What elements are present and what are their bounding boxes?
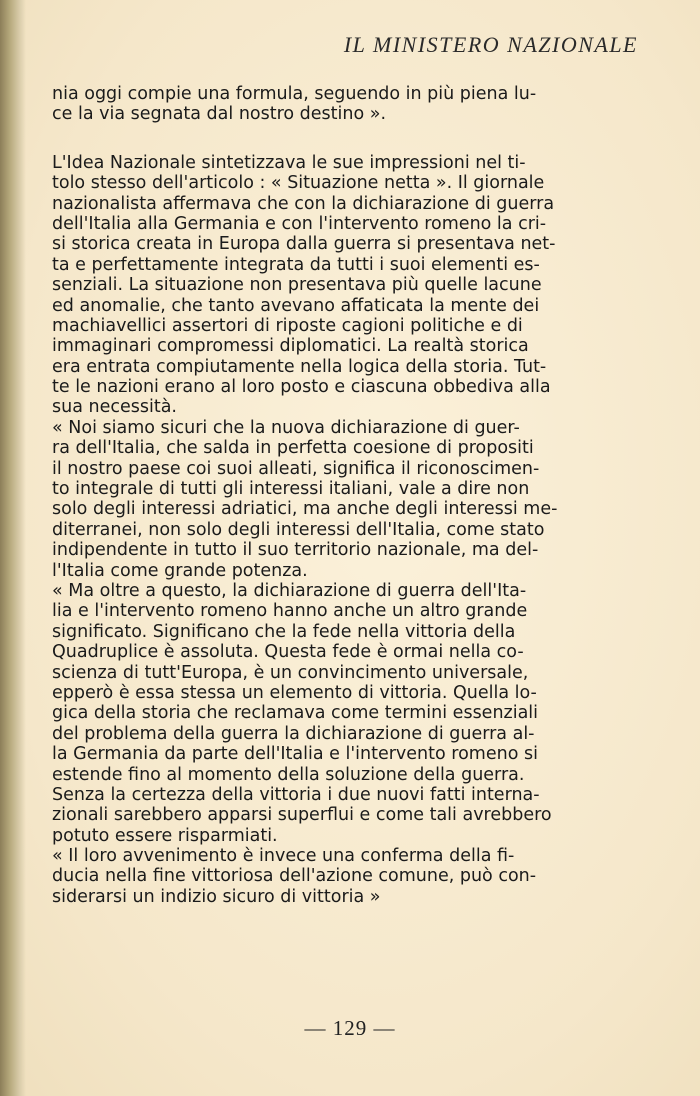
page-number: — 129 — <box>304 1016 396 1040</box>
text-line: l'Italia come grande potenza. <box>52 560 308 581</box>
text-line: il nostro paese coi suoi alleati, significa il riconoscimen- <box>52 458 540 479</box>
text-line: Senza la certezza della vittoria i due nuovi fatti interna- <box>52 784 540 805</box>
text-line: tolo stesso dell'articolo : « Situazione netta ». Il giornale <box>52 173 545 194</box>
text-line: immaginari compromessi diplomatici. La realtà storica <box>52 336 529 357</box>
text-line: lia e l'intervento romeno hanno anche un altro grande <box>52 601 528 622</box>
text-line: nia oggi compie una formula, seguendo in più piena lu- <box>52 84 537 104</box>
text-line: nazionalista affermava che con la dichiarazione di guerra <box>52 193 555 214</box>
text-line: L'Idea Nazionale sintetizzava le sue impressioni nel ti- <box>52 152 526 173</box>
running-head: IL MINISTERO NAZIONALE <box>343 32 638 57</box>
text-line: ra dell'Italia, che salda in perfetta coesione di propositi <box>52 438 534 459</box>
text-line: si storica creata in Europa dalla guerra si presentava net- <box>52 234 556 255</box>
text-line: ed anomalie, che tanto avevano affaticata la mente dei <box>52 295 540 316</box>
text-line: diterranei, non solo degli interessi dell'Italia, come stato <box>52 519 545 540</box>
text-line: « Il loro avvenimento è invece una conferma della fi- <box>52 846 515 867</box>
text-line: dell'Italia alla Germania e con l'intervento romeno la cri- <box>52 213 547 234</box>
text-line: indipendente in tutto il suo territorio nazionale, ma del- <box>52 540 539 561</box>
text-line: solo degli interessi adriatici, ma anche degli interessi me- <box>52 499 558 520</box>
text-line: te le nazioni erano al loro posto e ciascuna obbediva alla <box>52 377 551 398</box>
text-line: « Noi siamo sicuri che la nuova dichiarazione di guer- <box>52 417 520 438</box>
text-line: to integrale di tutti gli interessi italiani, vale a dire non <box>52 479 530 500</box>
page-binding-edge <box>0 0 26 1096</box>
text-line: la Germania da parte dell'Italia e l'intervento romeno si <box>52 744 538 765</box>
text-line: zionali sarebbero apparsi superflui e come tali avrebbero <box>52 805 552 826</box>
text-line: potuto essere risparmiati. <box>52 825 278 846</box>
text-line: scienza di tutt'Europa, è un convincimento universale, <box>52 662 529 683</box>
text-line: ce la via segnata dal nostro destino ». <box>52 104 387 125</box>
text-line: « Ma oltre a questo, la dichiarazione di guerra dell'Ita- <box>52 580 527 601</box>
text-line: del problema della guerra la dichiarazione di guerra al- <box>52 723 535 744</box>
text-line: estende fino al momento della soluzione della guerra. <box>52 764 525 785</box>
paragraph-gap <box>52 125 636 153</box>
text-line: ta e perfettamente integrata da tutti i suoi elementi es- <box>52 254 540 275</box>
text-line: epperò è essa stessa un elemento di vittoria. Quella lo- <box>52 682 537 703</box>
text-line: senziali. La situazione non presentava più quelle lacune <box>52 275 542 296</box>
text-line: significato. Significano che la fede nella vittoria della <box>52 621 516 642</box>
text-line: siderarsi un indizio sicuro di vittoria » <box>52 886 381 907</box>
text-line: machiavellici assertori di riposte cagioni politiche e di <box>52 315 523 336</box>
body-text <box>52 84 636 907</box>
text-line: era entrata compiutamente nella logica della storia. Tut- <box>52 356 547 377</box>
text-line: gica della storia che reclamava come termini essenziali <box>52 703 539 724</box>
text-line: sua necessità. <box>52 397 177 418</box>
text-line: ducia nella fine vittoriosa dell'azione comune, può con- <box>52 866 537 887</box>
text-line: Quadruplice è assoluta. Questa fede è ormai nella co- <box>52 642 524 663</box>
